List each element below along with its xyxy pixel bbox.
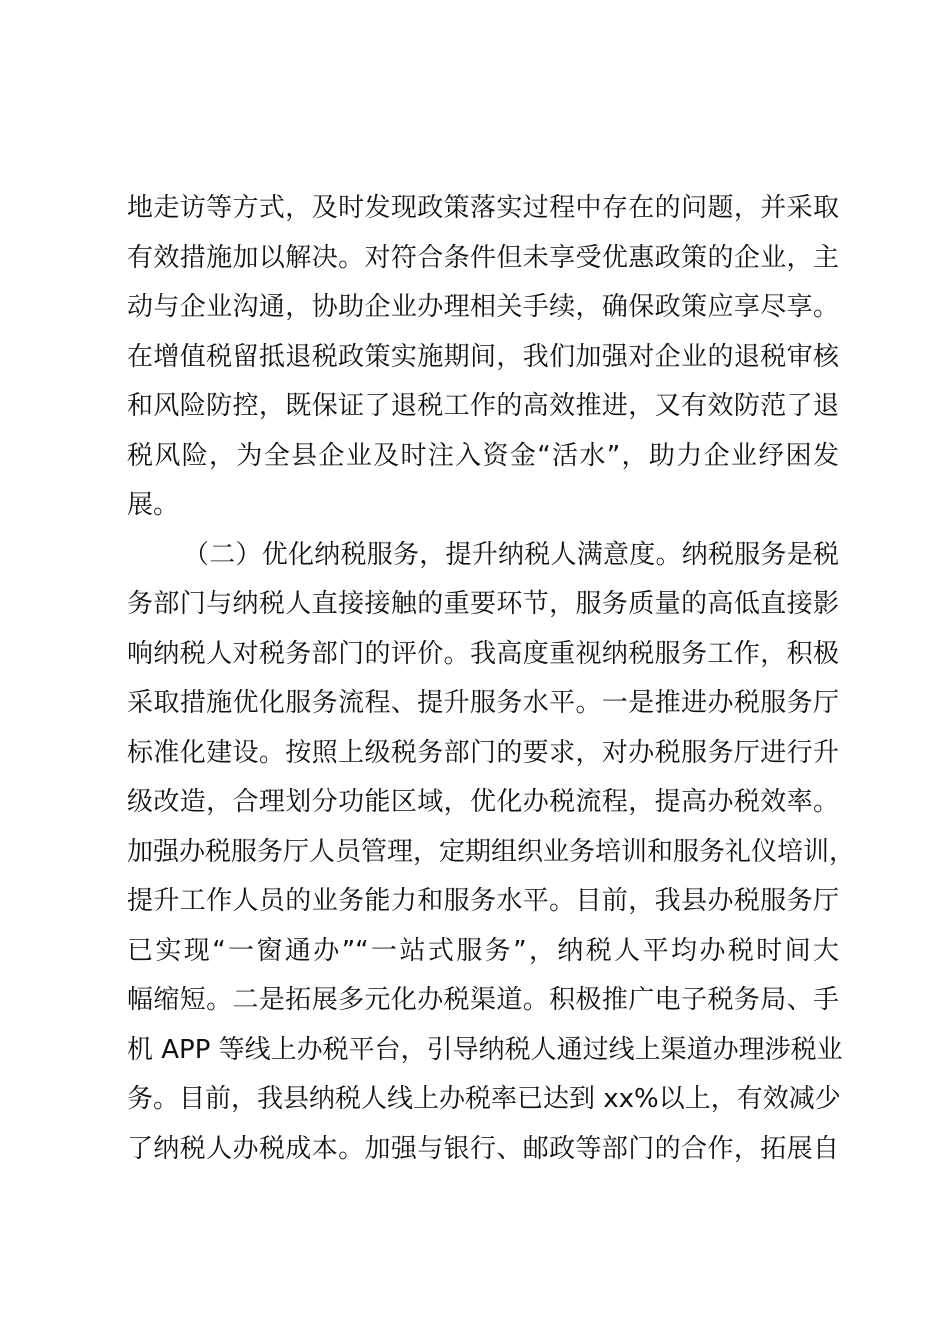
text-line: 幅缩短。二是拓展多元化办税渠道。积极推广电子税务局、手 — [127, 985, 839, 1015]
text-line: 税风险，为全县企业及时注入资金“活水”，助力企业纾困发 — [127, 440, 839, 471]
text-line: 响纳税人对税务部门的评价。我高度重视纳税服务工作，积极 — [127, 638, 839, 669]
text-line: 展。 — [127, 490, 180, 520]
text-line: 和风险防控，既保证了退税工作的高效推进，又有效防范了退 — [127, 391, 839, 421]
text-line: 级改造，合理划分功能区域，优化办税流程，提高办税效率。 — [127, 787, 839, 817]
text-line: 采取措施优化服务流程、提升服务水平。一是推进办税服务厅 — [127, 688, 839, 718]
text-line: 加强办税服务厅人员管理，定期组织业务培训和服务礼仪培训， — [127, 836, 856, 867]
text-line: 机 APP 等线上办税平台，引导纳税人通过线上渠道办理涉税业 — [127, 1034, 843, 1065]
text-line: 务部门与纳税人直接接触的重要环节，服务质量的高低直接影 — [127, 589, 839, 619]
section-heading-line: （二）优化纳税服务，提升纳税人满意度。纳税服务是税 — [183, 539, 839, 570]
text-line: 提升工作人员的业务能力和服务水平。目前，我县办税服务厅 — [127, 886, 839, 916]
text-line: 动与企业沟通，协助企业办理相关手续，确保政策应享尽享。 — [127, 292, 839, 322]
text-line: 务。目前，我县纳税人线上办税率已达到 xx%以上，有效减少 — [127, 1084, 841, 1114]
text-line: 在增值税留抵退税政策实施期间，我们加强对企业的退税审核 — [127, 341, 839, 372]
text-line: 有效措施加以解决。对符合条件但未享受优惠政策的企业，主 — [127, 242, 839, 273]
text-line: 地走访等方式，及时发现政策落实过程中存在的问题，并采取 — [127, 193, 839, 223]
body-text — [127, 184, 856, 1174]
text-line: 已实现“一窗通办”“一站式服务”，纳税人平均办税时间大 — [127, 935, 839, 966]
text-line: 标准化建设。按照上级税务部门的要求，对办税服务厅进行升 — [127, 737, 839, 768]
text-line: 了纳税人办税成本。加强与银行、邮政等部门的合作，拓展自 — [127, 1133, 839, 1164]
